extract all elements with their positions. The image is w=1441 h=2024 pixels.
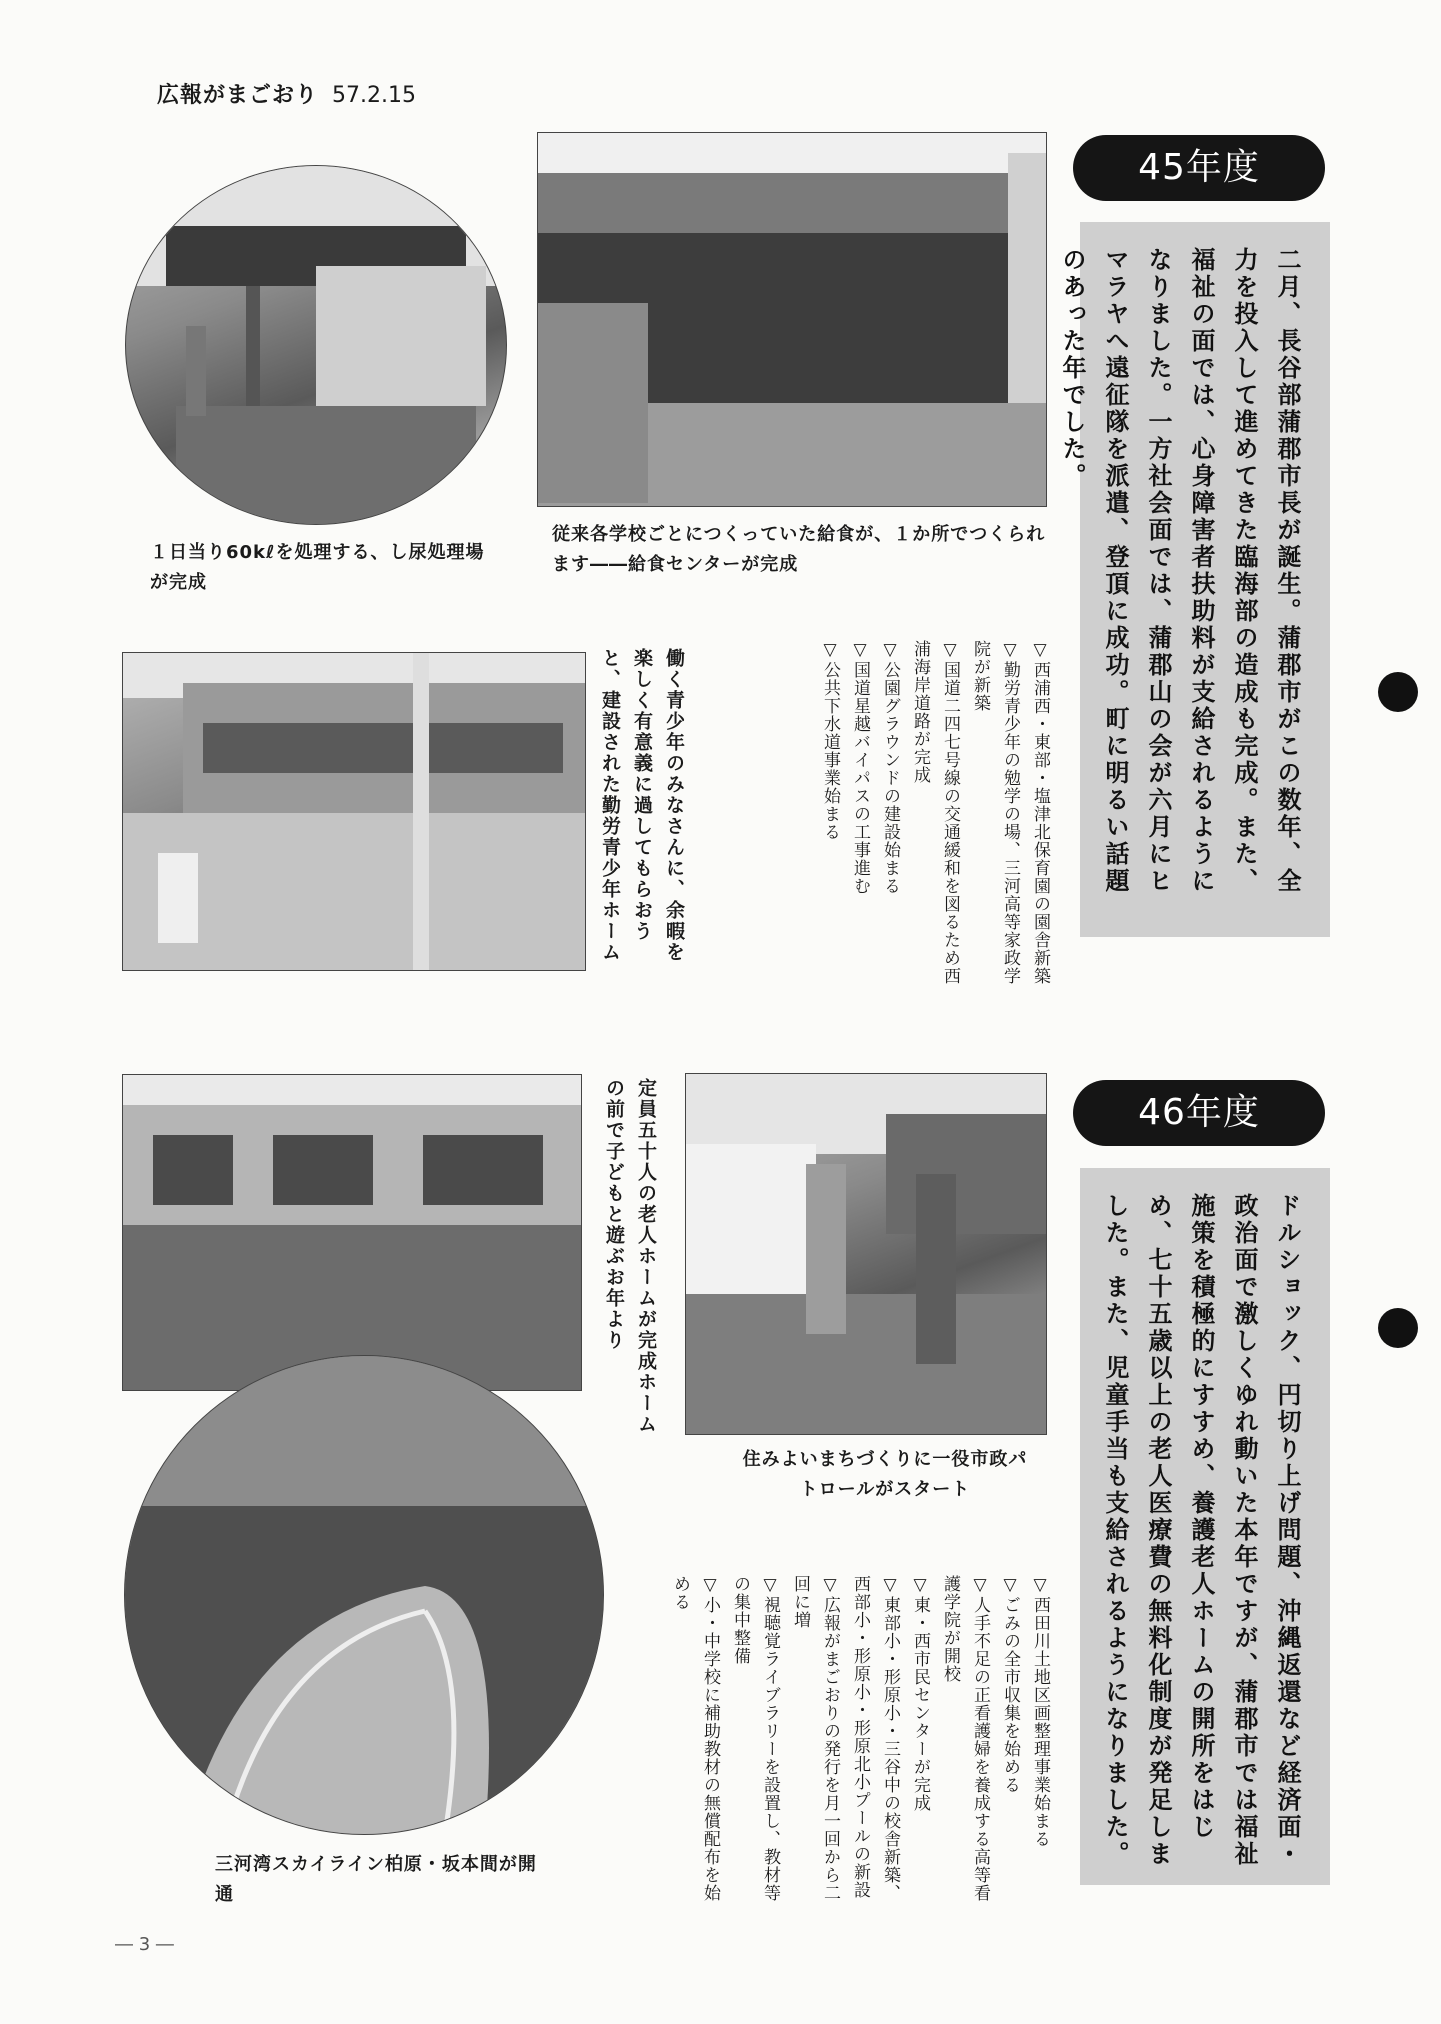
list-item: ▽公園グラウンドの建設始まる xyxy=(880,640,900,895)
photo-youth-home xyxy=(122,652,586,971)
list-item: ▽人手不足の正看護婦を養成する高等看護学院が開校 xyxy=(940,1575,990,1902)
list-item: ▽広報がまごおりの発行を月一回から二回に増 xyxy=(790,1575,840,1902)
punch-hole-bottom xyxy=(1378,1308,1418,1348)
list-item: ▽国道二四七号線の交通緩和を図るため西浦海岸道路が完成 xyxy=(910,640,960,985)
photo-caption-sewage: １日当り60kℓを処理する、し尿処理場が完成 xyxy=(150,542,485,593)
list-item: ▽ごみの全市収集を始める xyxy=(1000,1575,1020,1794)
publication-date: 57.2.15 xyxy=(332,83,416,108)
page-number: ― 3 ― xyxy=(115,1934,174,1955)
list-item: ▽小・中学校に補助教材の無償配布を始める xyxy=(670,1575,720,1902)
section45-items-list xyxy=(745,640,1055,985)
section46-items-list xyxy=(650,1575,1055,1910)
publication-header xyxy=(157,78,416,109)
list-item: ▽東部小・形原小・三谷中の校舎新築、西部小・形原小・形原北小プールの新設 xyxy=(850,1575,900,1902)
year-badge-45: 45年度 xyxy=(1073,135,1325,201)
publication-title: 広報がまごおり xyxy=(157,83,319,108)
photo-caption-elderly-home: 定員五十人の老人ホームが完成ホームの前で子どもと遊ぶお年より xyxy=(603,1078,657,1435)
section46-summary-box xyxy=(1080,1168,1330,1885)
photo-patrol-car xyxy=(685,1073,1047,1435)
photo-caption-youth-home: 働く青少年のみなさんに、余暇を楽しく有意義に過してもらおうと、建設された勤労青少年ホーム xyxy=(599,648,685,963)
section45-summary-text: 二月、長谷部蒲郡市長が誕生。蒲郡市がこの数年、全力を投入して進めてきた臨海部の造成も完成。また、福祉の面では、心身障害者扶助料が支給されるようになりました。一方社会面では、蒲郡山の会が六月にヒマラヤへ遠征隊を派遣、登頂に成功。町に明るい話題のあった年でした。 xyxy=(1058,247,1301,895)
year-badge-46: 46年度 xyxy=(1073,1080,1325,1146)
photo-lunch-center xyxy=(537,132,1047,507)
photo-sewage-plant xyxy=(125,165,507,525)
list-item: ▽西浦西・東部・塩津北保育園の園舎新築 xyxy=(1030,640,1050,985)
list-item: ▽国道星越バイパスの工事進む xyxy=(850,640,870,895)
list-item: ▽東・西市民センターが完成 xyxy=(910,1575,930,1812)
section45-summary-box xyxy=(1058,222,1330,937)
section46-summary-text: ドルショック、円切り上げ問題、沖縄返還など経済面・政治面で激しくゆれ動いた本年ですが、蒲郡市では福祉施策を積極的にすすめ、養護老人ホームの開所をはじめ、七十五歳以上の老人医療費の無料化制度が発足しました。また、児童手当も支給されるようになりました。 xyxy=(1101,1193,1301,1868)
photo-elderly-home xyxy=(122,1074,582,1391)
photo-caption-skyline-road: 三河湾スカイライン柏原・坂本間が開通 xyxy=(215,1854,537,1905)
list-item: ▽公共下水道事業始まる xyxy=(820,640,840,841)
punch-hole-top xyxy=(1378,672,1418,712)
list-item: ▽西田川土地区画整理事業始まる xyxy=(1030,1575,1050,1848)
list-item: ▽視聴覚ライブラリーを設置し、教材等の集中整備 xyxy=(730,1575,780,1902)
photo-caption-lunch-center: 従来各学校ごとにつくっていた給食が、１か所でつくられます――給食センターが完成 xyxy=(552,524,1046,575)
list-item: ▽勤労青少年の勉学の場、三河高等家政学院が新築 xyxy=(970,640,1020,985)
photo-caption-patrol-car: 住みよいまちづくりに一役市政パトロールがスタート xyxy=(742,1449,1028,1500)
photo-skyline-road xyxy=(124,1355,604,1835)
